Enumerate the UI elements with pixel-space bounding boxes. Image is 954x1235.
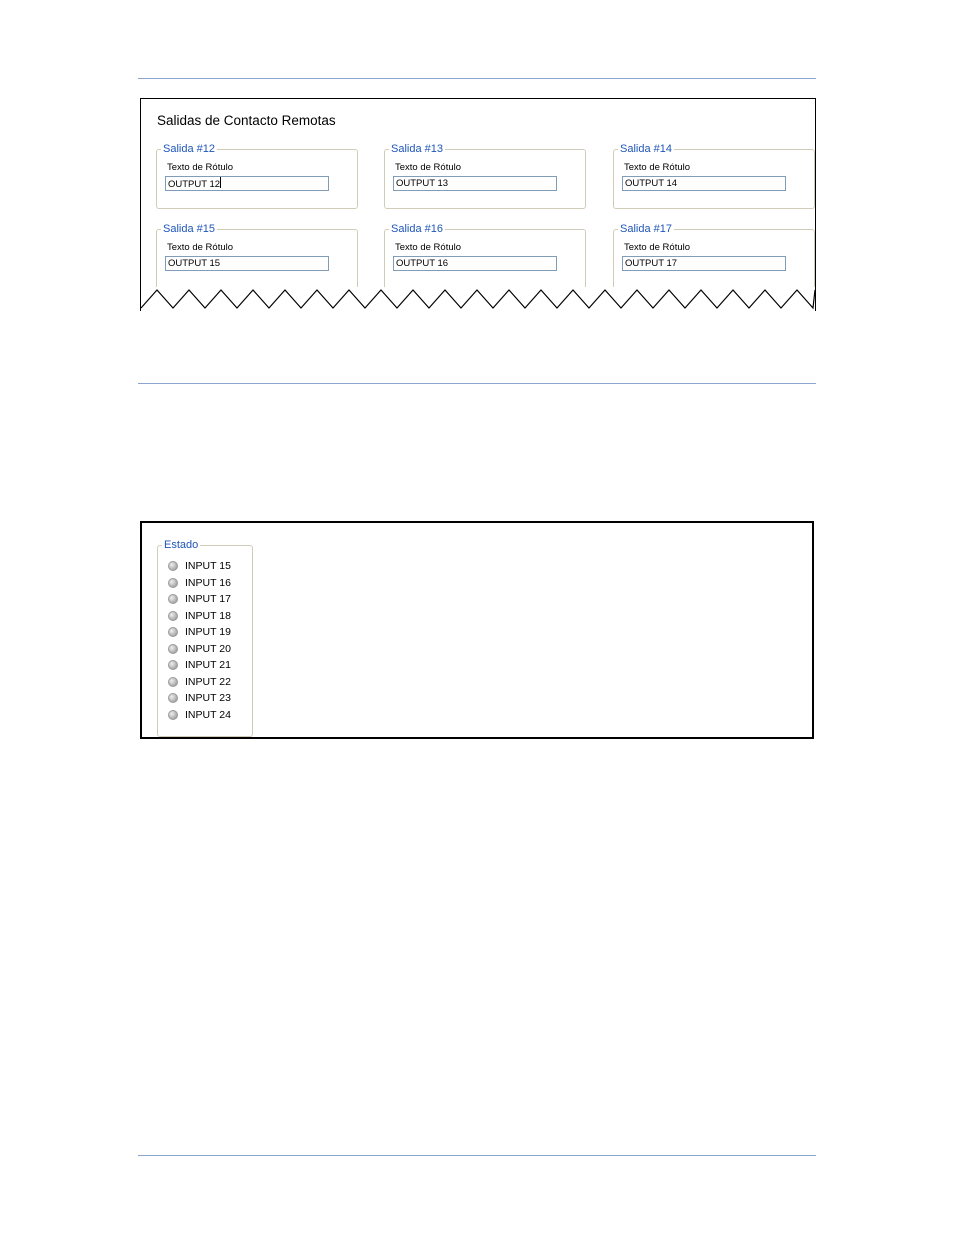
led-indicator-icon xyxy=(168,693,178,703)
output-group-legend: Salida #16 xyxy=(391,223,443,235)
label-text-input-12[interactable]: OUTPUT 12 xyxy=(165,176,329,191)
led-indicator-icon xyxy=(168,627,178,637)
remote-outputs-title: Salidas de Contacto Remotas xyxy=(157,113,336,128)
output-group-15 xyxy=(156,223,358,289)
status-screenshot xyxy=(140,521,814,739)
output-group-13 xyxy=(384,143,586,209)
status-item-label: INPUT 15 xyxy=(185,560,231,572)
output-group-17 xyxy=(613,223,815,289)
led-indicator-icon xyxy=(168,644,178,654)
status-item xyxy=(168,576,231,590)
label-text-caption: Texto de Rótulo xyxy=(395,162,462,173)
label-text-input-15[interactable]: OUTPUT 15 xyxy=(165,256,329,271)
status-item xyxy=(168,559,231,573)
label-text-caption: Texto de Rótulo xyxy=(167,242,234,253)
label-text-caption: Texto de Rótulo xyxy=(167,162,234,173)
status-item-label: INPUT 21 xyxy=(185,659,231,671)
label-text-input-17[interactable]: OUTPUT 17 xyxy=(622,256,786,271)
led-indicator-icon xyxy=(168,660,178,670)
label-text-caption: Texto de Rótulo xyxy=(624,162,691,173)
status-item xyxy=(168,609,231,623)
status-legend: Estado xyxy=(164,539,199,551)
footer-rule xyxy=(138,1155,816,1156)
torn-edge-zigzag xyxy=(141,287,815,311)
output-group-12 xyxy=(156,143,358,209)
status-item-label: INPUT 20 xyxy=(185,642,231,655)
label-text-input-14[interactable]: OUTPUT 14 xyxy=(622,176,786,191)
led-indicator-icon xyxy=(168,710,178,720)
status-item xyxy=(168,592,231,606)
output-group-legend: Salida #13 xyxy=(391,143,443,155)
status-item xyxy=(168,691,231,705)
label-text-input-13[interactable]: OUTPUT 13 xyxy=(393,176,557,191)
status-item-label: INPUT 17 xyxy=(185,593,231,605)
output-group-14 xyxy=(613,143,815,209)
output-group-legend: Salida #17 xyxy=(620,223,672,235)
text-caret xyxy=(220,177,221,188)
output-group-legend: Salida #12 xyxy=(163,143,215,155)
led-indicator-icon xyxy=(168,611,178,621)
remote-outputs-screenshot xyxy=(140,98,816,311)
status-item-label: INPUT 16 xyxy=(185,576,231,589)
status-item xyxy=(168,675,231,689)
status-item-label: INPUT 24 xyxy=(185,708,231,721)
label-text-input-16[interactable]: OUTPUT 16 xyxy=(393,256,557,271)
led-indicator-icon xyxy=(168,677,178,687)
status-item-label: INPUT 22 xyxy=(185,675,231,688)
label-text-caption: Texto de Rótulo xyxy=(624,242,691,253)
status-item xyxy=(168,625,231,639)
status-item xyxy=(168,708,231,722)
label-text-caption: Texto de Rótulo xyxy=(395,242,462,253)
status-group xyxy=(157,539,253,737)
status-item xyxy=(168,642,231,656)
led-indicator-icon xyxy=(168,594,178,604)
status-item-label: INPUT 18 xyxy=(185,609,231,622)
status-item-label: INPUT 23 xyxy=(185,692,231,704)
status-item xyxy=(168,658,231,672)
output-group-legend: Salida #14 xyxy=(620,143,672,155)
section-rule xyxy=(138,383,816,384)
status-item-label: INPUT 19 xyxy=(185,626,231,638)
led-indicator-icon xyxy=(168,561,178,571)
header-rule xyxy=(138,78,816,79)
output-group-16 xyxy=(384,223,586,289)
led-indicator-icon xyxy=(168,578,178,588)
output-group-legend: Salida #15 xyxy=(163,223,215,235)
